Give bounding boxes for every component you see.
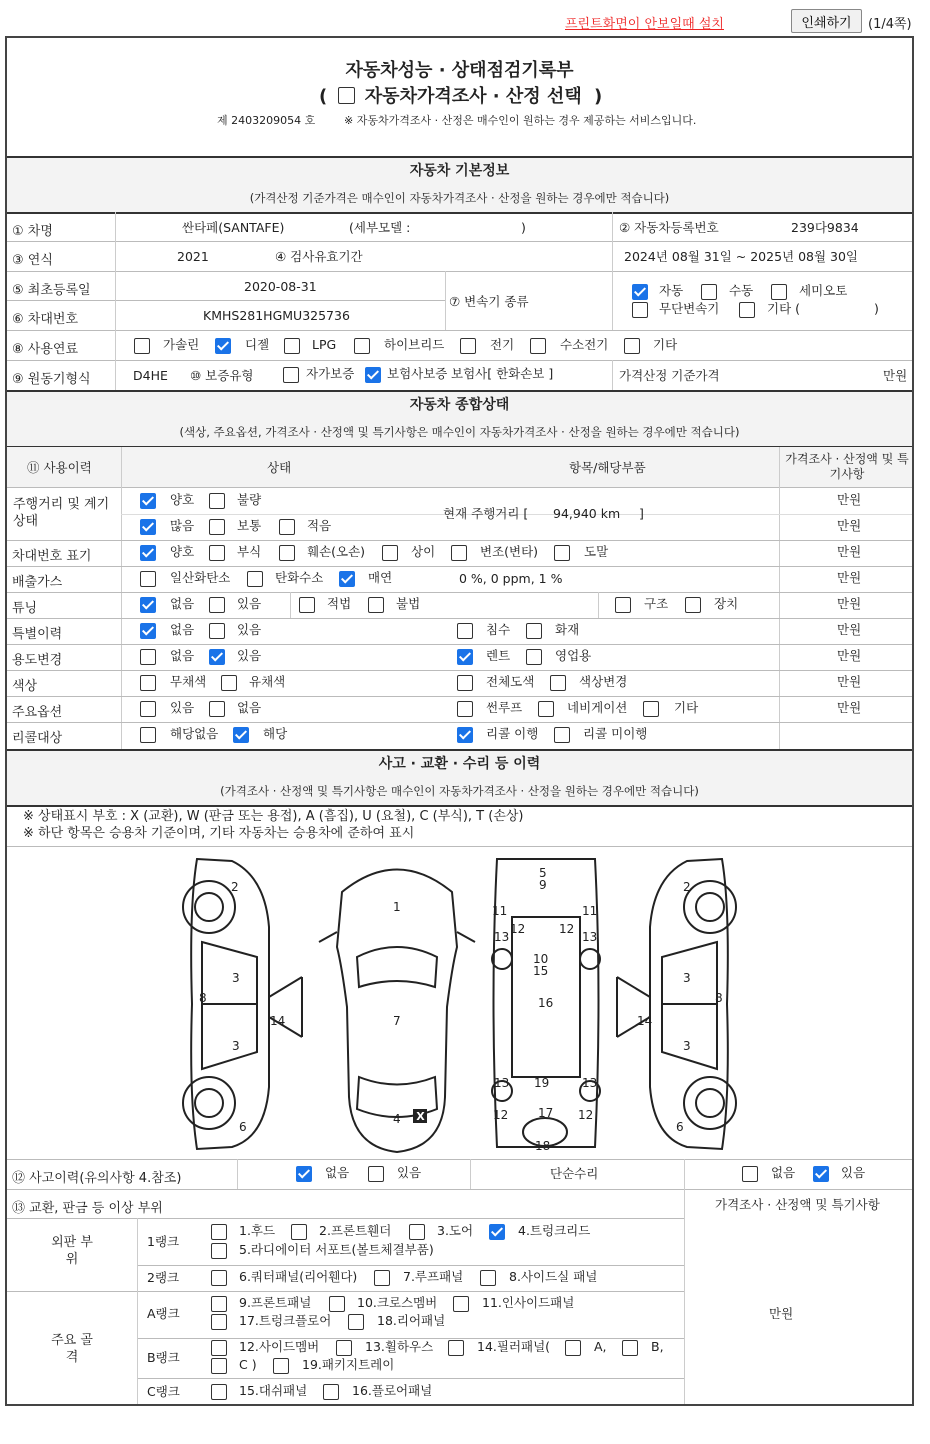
first-reg-label: ⑤ 최초등록일 [12, 283, 91, 298]
vin-mismatch-checkbox[interactable] [382, 545, 398, 561]
svg-text:5: 5 [539, 866, 547, 880]
model-year-value: 2021 [177, 249, 209, 264]
paren-open: ( [319, 86, 328, 107]
part-dash-panel-label: 15.대쉬패널 [239, 1383, 308, 1398]
part-roof-checkbox[interactable] [374, 1270, 390, 1286]
emission-smoke-label: 매연 [368, 570, 393, 585]
model-year-label: ③ 연식 [12, 253, 53, 268]
part-wheel-house-label: 13.휠하우스 [365, 1339, 434, 1354]
part-floor-panel-label: 16.플로어패널 [352, 1383, 433, 1398]
car-name-value: 싼타페(SANTAFE) [182, 220, 285, 235]
mileage-label: 주행거리 및 계기상태 [13, 497, 110, 529]
main-options-label: 주요옵션 [12, 705, 63, 720]
trans-manual-checkbox[interactable] [701, 284, 717, 300]
paren-close: ) [593, 86, 603, 107]
color-fullpaint-checkbox[interactable] [457, 675, 473, 691]
options-price: 만원 [837, 700, 862, 715]
svg-text:14: 14 [270, 1014, 286, 1028]
pillar-b-label: B, [651, 1339, 664, 1354]
fuel-hydrogen-label: 수소전기 [560, 337, 609, 352]
pillar-a-label: A, [594, 1339, 607, 1354]
options-none-checkbox[interactable] [209, 701, 225, 717]
item-col: 항목/해당부품 [569, 460, 646, 475]
mileage-normal-checkbox[interactable] [209, 519, 225, 535]
options-exist-checkbox[interactable] [140, 701, 156, 717]
detail-model-label: (세부모델 : [349, 220, 411, 235]
vin-damaged-label: 훼손(오손) [307, 544, 366, 559]
page-indicator: (1/4쪽) [868, 17, 912, 32]
fuel-hybrid-checkbox[interactable] [354, 338, 370, 354]
recall-done-checkbox[interactable] [457, 727, 473, 743]
base-price-unit: 만원 [883, 368, 908, 383]
basic-info-header: 자동차 기본정보 [409, 163, 510, 179]
overall-sub: (색상, 주요옵션, 가격조사 · 산정액 및 특기사항은 매수인이 자동차가격조사 · 산정을 원하는 경우에만 적습니다) [179, 425, 740, 439]
part-trunk-floor-label: 17.트렁크플로어 [239, 1313, 332, 1328]
fuel-electric-label: 전기 [490, 337, 515, 352]
special-fire-checkbox[interactable] [526, 623, 542, 639]
color-achromatic-checkbox[interactable] [140, 675, 156, 691]
recall-done-label: 리콜 이행 [486, 726, 539, 741]
color-chromatic-label: 유채색 [249, 674, 286, 689]
svg-text:3: 3 [683, 971, 691, 985]
color-achromatic-label: 무채색 [170, 674, 207, 689]
fuel-label: ⑧ 사용연료 [12, 342, 79, 357]
recall-not-checkbox[interactable] [554, 727, 570, 743]
part-hood-checkbox[interactable] [211, 1224, 227, 1240]
svg-text:8: 8 [199, 991, 207, 1005]
recall-na-checkbox[interactable] [140, 727, 156, 743]
part-radiator-label: 5.라디에이터 서포트(볼트체결부품) [239, 1242, 434, 1257]
first-reg-value: 2020-08-31 [244, 279, 317, 294]
svg-text:17: 17 [538, 1106, 554, 1120]
service-notice: ※ 자동차가격조사 · 산정은 매수인이 원하는 경우 제공하는 서비스입니다. [344, 114, 697, 127]
accident-history-label: ⑫ 사고이력(유의사항 4.참조) [12, 1171, 182, 1186]
part-package-tray-checkbox[interactable] [273, 1358, 289, 1374]
recall-applicable-checkbox[interactable] [233, 727, 249, 743]
part-dash-panel-checkbox[interactable] [211, 1384, 227, 1400]
vin-mismatch-label: 상이 [411, 544, 436, 559]
inspect-valid-value: 2024년 08월 31일 ~ 2025년 08월 30일 [624, 249, 859, 264]
part-side-sill-checkbox[interactable] [480, 1270, 496, 1286]
mileage-few-label: 적음 [307, 518, 332, 533]
svg-text:15: 15 [533, 964, 549, 978]
svg-text:13: 13 [494, 1076, 510, 1090]
purpose-business-checkbox[interactable] [526, 649, 542, 665]
accident-exist-checkbox[interactable] [368, 1166, 384, 1182]
color-change-label: 색상변경 [579, 674, 628, 689]
svg-text:8: 8 [715, 991, 723, 1005]
repair-exist-checkbox[interactable] [813, 1166, 829, 1182]
part-pillar-label: 14.필러패널( [477, 1339, 551, 1354]
option-other-checkbox[interactable] [643, 701, 659, 717]
reg-number-label: ② 자동차등록번호 [619, 220, 719, 235]
emission-co-label: 일산화탄소 [170, 570, 231, 585]
part-quarter-checkbox[interactable] [211, 1270, 227, 1286]
trans-other-close: ) [874, 301, 879, 316]
rankB-label: B랭크 [147, 1350, 180, 1365]
emission-price: 만원 [837, 570, 862, 585]
purpose-rent-checkbox[interactable] [457, 649, 473, 665]
price-option-text: 자동차가격조사 · 산정 선택 [364, 86, 582, 107]
trans-semi-checkbox[interactable] [771, 284, 787, 300]
top-bar [0, 0, 930, 36]
emission-hc-label: 탄화수소 [275, 570, 324, 585]
part-roof-label: 7.루프패널 [403, 1269, 464, 1284]
trans-cvt-checkbox[interactable] [632, 302, 648, 318]
special-fire-label: 화재 [555, 622, 580, 637]
part-front-panel-checkbox[interactable] [211, 1296, 227, 1312]
accident-sub: (가격조사 · 산정액 및 특기사항은 매수인이 자동차가격조사 · 산정을 원하는 경우에만 적습니다) [220, 784, 699, 798]
svg-text:13: 13 [582, 930, 598, 944]
part-front-panel-label: 9.프론트패널 [239, 1295, 312, 1310]
fuel-diesel-label: 디젤 [245, 337, 270, 352]
vin-damaged-checkbox[interactable] [279, 545, 295, 561]
svg-text:1: 1 [393, 900, 401, 914]
trans-other-checkbox[interactable] [739, 302, 755, 318]
svg-text:4: 4 [393, 1112, 401, 1126]
purpose-none-label: 없음 [170, 648, 195, 663]
tuning-none-checkbox[interactable] [140, 597, 156, 613]
trans-auto-checkbox[interactable] [632, 284, 648, 300]
document-title: 자동차성능 · 상태점검기록부 [345, 60, 574, 81]
mileage-value: 94,940 km [553, 506, 621, 521]
part-package-tray-label: 19.패키지트레이 [302, 1357, 395, 1372]
part-pillar-checkbox[interactable] [448, 1340, 464, 1356]
svg-text:10: 10 [533, 952, 549, 966]
fuel-gasoline-checkbox[interactable] [134, 338, 150, 354]
part-trunk-lid-checkbox[interactable] [489, 1224, 505, 1240]
tuning-structure-checkbox[interactable] [615, 597, 631, 613]
standard-note: ※ 하단 항목은 승용차 기준이며, 기타 자동차는 승용차에 준하여 표시 [23, 826, 415, 841]
mileage-close: ] [639, 506, 644, 521]
trans-auto-label: 자동 [659, 283, 684, 298]
emission-smoke-checkbox[interactable] [339, 571, 355, 587]
mileage-bad-checkbox[interactable] [209, 493, 225, 509]
base-price-label: 가격산정 기준가격 [619, 368, 720, 383]
option-other-label: 기타 [674, 700, 699, 715]
mileage-many-checkbox[interactable] [140, 519, 156, 535]
special-flood-checkbox[interactable] [457, 623, 473, 639]
warranty-self-label: 자가보증 [306, 366, 355, 381]
vin-altered-checkbox[interactable] [451, 545, 467, 561]
vin-value: KMHS281HGMU325736 [203, 308, 350, 323]
tuning-device-label: 장치 [714, 596, 739, 611]
special-exist-checkbox[interactable] [209, 623, 225, 639]
warranty-insurer-checkbox[interactable] [365, 367, 381, 383]
accident-header: 사고 · 교환 · 수리 등 이력 [378, 756, 541, 772]
main-frame-label: 주요 골격 [51, 1333, 93, 1365]
color-price: 만원 [837, 674, 862, 689]
warranty-insurer-name: 보험사[ 한화손보 ] [451, 366, 554, 381]
special-none-label: 없음 [170, 622, 195, 637]
svg-text:6: 6 [239, 1120, 247, 1134]
inspection-document [5, 36, 914, 1406]
purpose-exist-label: 있음 [237, 648, 262, 663]
rankC-label: C랭크 [147, 1384, 180, 1399]
purpose-none-checkbox[interactable] [140, 649, 156, 665]
purpose-business-label: 영업용 [555, 648, 592, 663]
fuel-lpg-checkbox[interactable] [284, 338, 300, 354]
svg-text:13: 13 [494, 930, 510, 944]
svg-text:3: 3 [232, 1039, 240, 1053]
tuning-exist-label: 있음 [237, 596, 262, 611]
part-trunk-lid-label: 4.트렁크리드 [518, 1223, 591, 1238]
purpose-exist-checkbox[interactable] [209, 649, 225, 665]
part-inside-panel-label: 11.인사이드패널 [482, 1295, 575, 1310]
warranty-self-checkbox[interactable] [283, 367, 299, 383]
purpose-change-label: 용도변경 [12, 653, 63, 668]
recall-na-label: 해당없음 [170, 726, 219, 741]
part-front-fender-label: 2.프론트휀더 [319, 1223, 392, 1238]
vin-good-label: 양호 [170, 544, 195, 559]
color-fullpaint-label: 전체도색 [486, 674, 535, 689]
special-history-label: 특별이력 [12, 627, 63, 642]
emission-label: 배출가스 [12, 575, 63, 590]
part-wheel-house-checkbox[interactable] [336, 1340, 352, 1356]
part-front-fender-checkbox[interactable] [291, 1224, 307, 1240]
tuning-structure-label: 구조 [644, 596, 669, 611]
exchange-price-unit: 만원 [769, 1306, 794, 1321]
svg-text:11: 11 [492, 904, 508, 918]
vin-altered-label: 변조(변타) [480, 544, 539, 559]
mileage-few-checkbox[interactable] [279, 519, 295, 535]
exchange-price-note: 가격조사 · 산정액 및 특기사항 [715, 1197, 880, 1212]
part-floor-panel-checkbox[interactable] [323, 1384, 339, 1400]
special-none-checkbox[interactable] [140, 623, 156, 639]
repair-none-label: 없음 [771, 1165, 796, 1180]
svg-text:12: 12 [559, 922, 575, 936]
svg-text:18: 18 [535, 1139, 551, 1153]
accident-none-label: 없음 [325, 1165, 350, 1180]
transmission-label: ⑦ 변속기 종류 [449, 294, 529, 309]
svg-text:3: 3 [683, 1039, 691, 1053]
part-side-sill-label: 8.사이드실 패널 [509, 1269, 598, 1284]
fuel-other-label: 기타 [653, 337, 678, 352]
trans-cvt-label: 무단변속기 [659, 301, 720, 316]
price-option-title [319, 82, 602, 108]
accident-exist-label: 있음 [397, 1165, 422, 1180]
svg-text:7: 7 [393, 1014, 401, 1028]
part-radiator-checkbox[interactable] [211, 1243, 227, 1259]
trunk-exchange-mark: X [416, 1110, 425, 1123]
vin-stolen-label: 도말 [584, 544, 609, 559]
accident-none-checkbox[interactable] [296, 1166, 312, 1182]
mileage-price-2: 만원 [837, 518, 862, 533]
print-button[interactable]: 인쇄하기 [791, 9, 862, 33]
fuel-gasoline-label: 가솔린 [163, 337, 200, 352]
engine-type-label: ⑨ 원동기형식 [12, 372, 91, 387]
usage-history-col: ⑪ 사용이력 [27, 460, 92, 475]
warranty-insurer-label: 보험사보증 [387, 366, 448, 381]
option-sunroof-label: 썬루프 [486, 700, 523, 715]
pillar-c-label: C ) [239, 1357, 257, 1372]
vin-good-checkbox[interactable] [140, 545, 156, 561]
tuning-label: 튜닝 [12, 601, 38, 616]
outer-panel-label: 외판 부위 [51, 1235, 93, 1267]
detail-model-close: ) [521, 220, 526, 235]
option-sunroof-checkbox[interactable] [457, 701, 473, 717]
pillar-c-checkbox[interactable] [211, 1358, 227, 1374]
warranty-type-label: ⑩ 보증유형 [190, 368, 254, 383]
fuel-hybrid-label: 하이브리드 [384, 337, 445, 352]
svg-text:13: 13 [582, 1076, 598, 1090]
trans-other-label: 기타 ( [767, 301, 801, 316]
svg-text:14: 14 [637, 1014, 653, 1028]
special-exist-label: 있음 [237, 622, 262, 637]
doc-number: 제 2403209054 호 [217, 114, 316, 127]
svg-text:12: 12 [510, 922, 526, 936]
price-option-checkbox[interactable] [338, 87, 355, 104]
price-col: 가격조사 · 산정액 및 특기사항 [785, 452, 909, 481]
trans-semi-label: 세미오토 [799, 283, 848, 298]
engine-type-value: D4HE [133, 368, 168, 383]
mileage-many-label: 많음 [170, 518, 195, 533]
vin-corrode-label: 부식 [237, 544, 262, 559]
option-navi-checkbox[interactable] [538, 701, 554, 717]
fuel-lpg-label: LPG [312, 337, 337, 352]
simple-repair-label: 단순수리 [550, 1166, 599, 1181]
color-change-checkbox[interactable] [550, 675, 566, 691]
svg-text:19: 19 [534, 1076, 550, 1090]
exchange-parts-label: ⑬ 교환, 판금 등 이상 부위 [12, 1201, 163, 1216]
fuel-diesel-checkbox[interactable] [215, 338, 231, 354]
mileage-good-label: 양호 [170, 492, 195, 507]
overall-header: 자동차 종합상태 [409, 397, 510, 413]
color-chromatic-checkbox[interactable] [221, 675, 237, 691]
svg-text:16: 16 [538, 996, 554, 1010]
emission-hc-checkbox[interactable] [247, 571, 263, 587]
part-inside-panel-checkbox[interactable] [453, 1296, 469, 1312]
tuning-device-checkbox[interactable] [685, 597, 701, 613]
svg-text:6: 6 [676, 1120, 684, 1134]
purpose-rent-label: 렌트 [486, 648, 511, 663]
svg-text:12: 12 [493, 1108, 509, 1122]
rank1-label: 1랭크 [147, 1234, 180, 1249]
svg-text:2: 2 [683, 880, 691, 894]
basic-info-sub: (가격산정 기준가격은 매수인이 자동차가격조사 · 산정을 원하는 경우에만 적습니다) [249, 191, 670, 205]
mileage-good-checkbox[interactable] [140, 493, 156, 509]
svg-text:11: 11 [582, 904, 598, 918]
part-side-member-label: 12.사이드멤버 [239, 1339, 320, 1354]
part-cross-member-checkbox[interactable] [329, 1296, 345, 1312]
repair-none-checkbox[interactable] [742, 1166, 758, 1182]
part-trunk-floor-checkbox[interactable] [211, 1314, 227, 1330]
rankA-label: A랭크 [147, 1306, 180, 1321]
recall-label: 리콜대상 [12, 731, 63, 746]
trans-manual-label: 수동 [729, 283, 754, 298]
rank2-label: 2랭크 [147, 1270, 180, 1285]
tuning-legal-label: 적법 [327, 596, 352, 611]
svg-text:12: 12 [578, 1108, 594, 1122]
reg-number-value: 239다9834 [791, 220, 859, 235]
recall-applicable-label: 해당 [263, 726, 288, 741]
tuning-illegal-checkbox[interactable] [368, 597, 384, 613]
car-damage-diagram [7, 847, 912, 1159]
options-exist-label: 있음 [170, 700, 195, 715]
mileage-normal-label: 보통 [237, 518, 262, 533]
vin-stolen-checkbox[interactable] [554, 545, 570, 561]
svg-text:9: 9 [539, 878, 547, 892]
symbol-note: ※ 상태표시 부호 : X (교환), W (판금 또는 용접), A (흠집), U (요철), C (부식), T (손상) [23, 809, 524, 824]
tuning-illegal-label: 불법 [396, 596, 421, 611]
emission-co-checkbox[interactable] [140, 571, 156, 587]
emission-values: 0 %, 0 ppm, 1 % [459, 571, 563, 586]
tuning-none-label: 없음 [170, 596, 195, 611]
car-name-label: ① 차명 [12, 224, 53, 239]
part-side-member-checkbox[interactable] [211, 1340, 227, 1356]
part-hood-label: 1.후드 [239, 1223, 276, 1238]
fuel-electric-checkbox[interactable] [460, 338, 476, 354]
tuning-price: 만원 [837, 596, 862, 611]
special-price: 만원 [837, 622, 862, 637]
state-col: 상태 [267, 460, 292, 475]
mileage-text: 현재 주행거리 [ [443, 506, 529, 521]
repair-exist-label: 있음 [841, 1165, 866, 1180]
mileage-bad-label: 불량 [237, 492, 262, 507]
vin-label: ⑥ 차대번호 [12, 312, 79, 327]
pillar-a-checkbox[interactable] [565, 1340, 581, 1356]
inspect-valid-label: ④ 검사유효기간 [275, 249, 363, 264]
tuning-exist-checkbox[interactable] [209, 597, 225, 613]
part-door-checkbox[interactable] [409, 1224, 425, 1240]
part-cross-member-label: 10.크로스멤버 [357, 1295, 438, 1310]
svg-text:2: 2 [231, 880, 239, 894]
part-rear-panel-label: 18.리어패널 [377, 1313, 446, 1328]
option-navi-label: 네비게이션 [567, 700, 628, 715]
part-rear-panel-checkbox[interactable] [348, 1314, 364, 1330]
vin-price: 만원 [837, 544, 862, 559]
special-flood-label: 침수 [486, 622, 511, 637]
recall-not-label: 리콜 미이행 [583, 726, 648, 741]
part-door-label: 3.도어 [437, 1223, 474, 1238]
fuel-hydrogen-checkbox[interactable] [530, 338, 546, 354]
tuning-legal-checkbox[interactable] [299, 597, 315, 613]
part-quarter-label: 6.쿼터패널(리어휀다) [239, 1269, 358, 1284]
purpose-price: 만원 [837, 648, 862, 663]
print-install-link[interactable]: 프린트화면이 안보일때 설치 [565, 17, 724, 32]
vin-display-label: 차대번호 표기 [12, 549, 92, 564]
color-label: 색상 [12, 679, 38, 694]
pillar-b-checkbox[interactable] [622, 1340, 638, 1356]
svg-text:3: 3 [232, 971, 240, 985]
options-none-label: 없음 [237, 700, 262, 715]
fuel-other-checkbox[interactable] [624, 338, 640, 354]
vin-corrode-checkbox[interactable] [209, 545, 225, 561]
mileage-price-1: 만원 [837, 492, 862, 507]
